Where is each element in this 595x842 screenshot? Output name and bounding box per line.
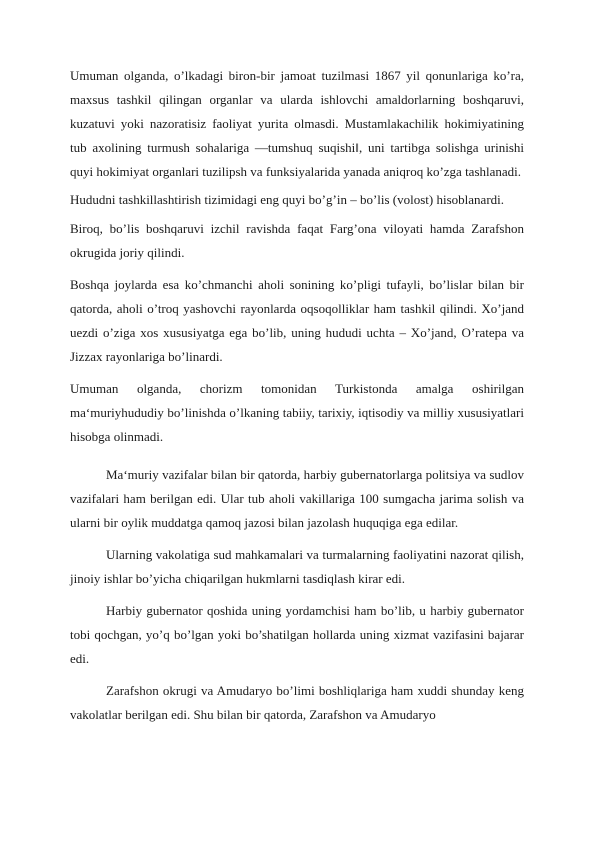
paragraph-4: Boshqa joylarda esa ko’chmanchi aholi sonining ko’pligi tufayli, bo’lislar bilan bir qatorda, aholi o’troq yashovchi rayonlarda oqsoqolliklar ham tashkil qilindi. Xo’jand uezdi o’ziga xos xususiyatga ega bo’lib, uning hududi uchta – Xo’jand, O’ratepa va Jizzax rayonlariga bo’linardi. bbox=[70, 277, 524, 364]
paragraph-1: Umuman olganda, o’lkadagi biron-bir jamoat tuzilmasi 1867 yil qonunlariga ko’ra, maxsus tashkil qilingan organlar va ularda ishlovchi amaldorlarning boshqaruvi, kuzatuvi yoki nazoratisiz faoliyat yurita olmasdi. Mustamlakachilik hokimiyatining tub axolining turmush sohalariga ―tumshuq suqishi‖, uni tartibga solishga urinishi quyi hokimiyat organlari tuzilipsh va funksiyalarida yanada aniqroq ko’zga tashlanadi. bbox=[70, 68, 524, 179]
paragraph-9: Zarafshon okrugi va Amudaryo bo’limi boshliqlariga ham xuddi shunday keng vakolatlar berilgan edi. Shu bilan bir qatorda, Zarafshon va Amudaryo bbox=[70, 683, 524, 722]
paragraph-3: Biroq, bo’lis boshqaruvi izchil ravishda faqat Farg’ona viloyati hamda Zarafshon okrugida joriy qilindi. bbox=[70, 221, 524, 260]
document-body bbox=[70, 64, 524, 735]
paragraph-2: Hududni tashkillashtirish tizimidagi eng quyi bo’g’in – bo’lis (volost) hisoblanardi. bbox=[70, 192, 505, 207]
paragraph-5: Umuman olganda, chorizm tomonidan Turkistonda amalga oshirilgan ma‘muriyhududiy bo’linishda o’lkaning tabiiy, tarixiy, iqtisodiy va milliy xususiyatlari hisobga olinmadi. bbox=[70, 381, 524, 444]
paragraph-6: Ma‘muriy vazifalar bilan bir qatorda, harbiy gubernatorlarga politsiya va sudlov vazifalari ham berilgan edi. Ular tub aholi vakillariga 100 sumgacha jarima solish va ularni bir oylik muddatga qamoq jazosi bilan jazolash huquqiga ega edilar. bbox=[70, 467, 524, 530]
paragraph-8: Harbiy gubernator qoshida uning yordamchisi ham bo’lib, u harbiy gubernator tobi qochgan, yo’q bo’lgan yoki bo’shatilgan hollarda uning xizmat vazifasini bajarar edi. bbox=[70, 603, 524, 666]
paragraph-7: Ularning vakolatiga sud mahkamalari va turmalarning faoliyatini nazorat qilish, jinoiy ishlar bo’yicha chiqarilgan hukmlarni tasdiqlash kirar edi. bbox=[70, 547, 524, 586]
